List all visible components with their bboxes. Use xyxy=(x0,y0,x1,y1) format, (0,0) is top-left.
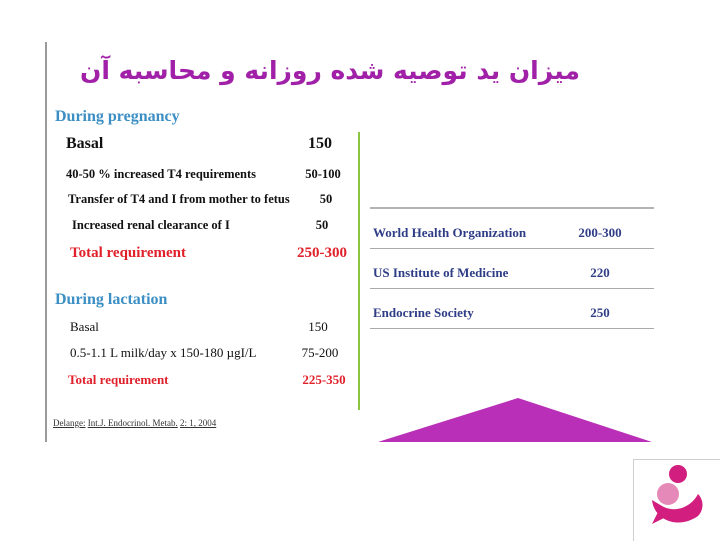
lactation-row-label: Basal xyxy=(70,319,99,334)
lactation-row-value: 75-200 xyxy=(301,345,339,360)
lactation-row-label: 0.5-1.1 L milk/day x 150-180 µgI/L xyxy=(70,345,257,360)
pregnancy-row-value: 50-100 xyxy=(305,167,341,181)
mother-child-logo-icon xyxy=(634,460,720,541)
vertical-divider xyxy=(358,132,360,410)
decorative-triangle xyxy=(378,398,652,442)
pregnancy-heading: During pregnancy xyxy=(55,108,180,125)
pregnancy-row-label: 40-50 % increased T4 requirements xyxy=(66,167,257,181)
org-value: 200-300 xyxy=(578,225,622,240)
pregnancy-row-label: Increased renal clearance of I xyxy=(72,218,230,232)
org-value: 220 xyxy=(590,265,610,280)
pregnancy-row-label: Basal xyxy=(66,135,104,152)
org-value: 250 xyxy=(590,305,610,320)
logo xyxy=(633,459,720,541)
org-name: Endocrine Society xyxy=(373,305,474,320)
lactation-total-label: Total requirement xyxy=(68,372,169,387)
lactation-heading: During lactation xyxy=(55,291,168,308)
org-row-rule xyxy=(370,328,654,329)
org-row-rule xyxy=(370,248,654,249)
citation xyxy=(53,418,216,428)
org-table-top-rule xyxy=(370,207,654,209)
org-name: World Health Organization xyxy=(373,225,527,240)
citation-journal: Int.J. Endocrinol. Metab. xyxy=(87,418,178,428)
pregnancy-row-label: Transfer of T4 and I from mother to fetus xyxy=(68,192,290,206)
lactation-total-value: 225-350 xyxy=(302,372,346,387)
pregnancy-row-value: 50 xyxy=(319,192,333,206)
pregnancy-row-value: 150 xyxy=(308,135,332,152)
org-row-rule xyxy=(370,288,654,289)
page-title: میزان ید توصیه شده روزانه و محاسبه آن xyxy=(80,56,580,85)
pregnancy-total-value: 250-300 xyxy=(297,245,347,261)
pregnancy-row-value: 50 xyxy=(315,218,329,232)
citation-details: 2: 1, 2004 xyxy=(179,418,217,428)
left-vertical-rule xyxy=(45,42,47,442)
pregnancy-total-label: Total requirement xyxy=(70,245,186,261)
citation-author: Delange: xyxy=(53,418,86,428)
org-name: US Institute of Medicine xyxy=(373,265,509,280)
lactation-row-value: 150 xyxy=(308,319,328,334)
